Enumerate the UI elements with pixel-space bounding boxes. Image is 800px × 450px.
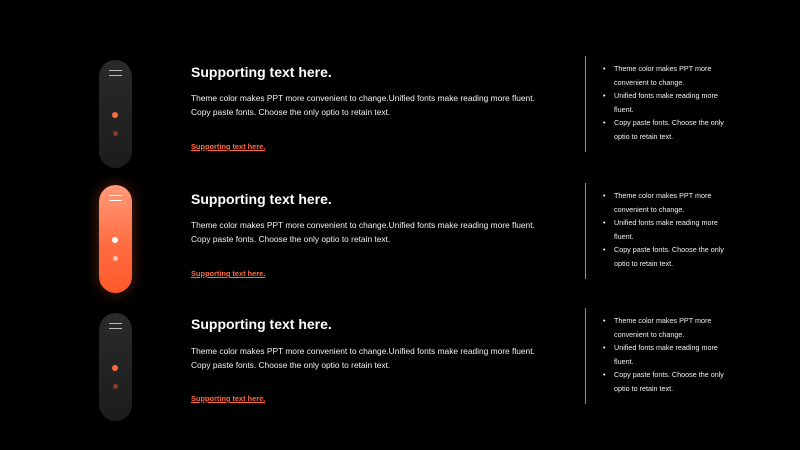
- row-1-body-line-2: Copy paste fonts. Choose the only optio to retain text.: [191, 107, 391, 117]
- dot-indicator-secondary: [113, 131, 118, 136]
- menu-icon: [109, 70, 122, 76]
- bullet-item: • Theme color makes PPT more convenient to change.: [603, 314, 733, 341]
- bullet-item: • Unified fonts make reading more fluent.: [603, 89, 733, 116]
- row-2-body-line-1: Theme color makes PPT more convenient to change.Unified fonts make reading more fluent.: [191, 220, 535, 230]
- row-2-body: [191, 218, 551, 246]
- row-3-divider: [585, 308, 586, 404]
- bullet-item: • Unified fonts make reading more fluent.: [603, 341, 733, 368]
- content-row-3: [0, 310, 800, 420]
- row-1-title: Supporting text here.: [191, 64, 332, 80]
- dot-indicator-primary: [112, 112, 118, 118]
- row-1-selector-pill[interactable]: [99, 60, 132, 168]
- row-3-link[interactable]: Supporting text here.: [191, 394, 266, 403]
- menu-icon: [109, 195, 122, 201]
- dot-indicator-secondary: [113, 256, 118, 261]
- row-1-body: [191, 91, 551, 119]
- row-2-title: Supporting text here.: [191, 191, 332, 207]
- bullet-item: • Copy paste fonts. Choose the only optio to retain text.: [603, 368, 733, 395]
- row-3-body: [191, 344, 551, 372]
- bullet-item: • Theme color makes PPT more convenient to change.: [603, 189, 733, 216]
- bullet-item: • Theme color makes PPT more convenient to change.: [603, 62, 733, 89]
- row-1-body-line-1: Theme color makes PPT more convenient to change.Unified fonts make reading more fluent.: [191, 93, 535, 103]
- row-1-divider: [585, 56, 586, 152]
- dot-indicator-secondary: [113, 384, 118, 389]
- row-2-link[interactable]: Supporting text here.: [191, 269, 266, 278]
- row-2-bullet-list: [603, 189, 733, 271]
- dot-indicator-primary: [112, 237, 118, 243]
- bullet-item: • Copy paste fonts. Choose the only optio to retain text.: [603, 116, 733, 143]
- row-2-divider: [585, 183, 586, 279]
- menu-icon: [109, 323, 122, 329]
- row-1-link[interactable]: Supporting text here.: [191, 142, 266, 151]
- row-2-body-line-2: Copy paste fonts. Choose the only optio to retain text.: [191, 234, 391, 244]
- content-row-1: [0, 58, 800, 168]
- row-3-body-line-2: Copy paste fonts. Choose the only optio to retain text.: [191, 360, 391, 370]
- row-3-selector-pill[interactable]: [99, 313, 132, 421]
- row-2-selector-pill[interactable]: [99, 185, 132, 293]
- row-3-bullet-list: [603, 314, 733, 396]
- dot-indicator-primary: [112, 365, 118, 371]
- row-3-title: Supporting text here.: [191, 316, 332, 332]
- row-3-body-line-1: Theme color makes PPT more convenient to change.Unified fonts make reading more fluent.: [191, 346, 535, 356]
- bullet-item: • Copy paste fonts. Choose the only optio to retain text.: [603, 243, 733, 270]
- bullet-item: • Unified fonts make reading more fluent.: [603, 216, 733, 243]
- content-row-2: [0, 185, 800, 295]
- row-1-bullet-list: [603, 62, 733, 144]
